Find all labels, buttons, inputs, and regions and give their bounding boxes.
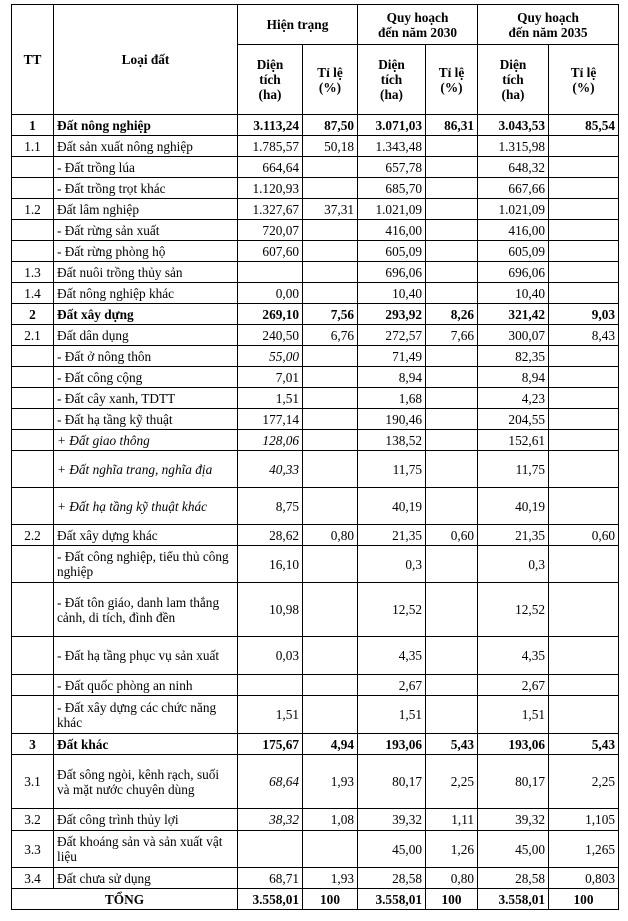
row-tt [12, 220, 54, 241]
row-area-current: 1.327,67 [238, 199, 303, 220]
row-area-current [238, 675, 303, 696]
row-pct-current: 87,50 [303, 115, 358, 136]
row-name: - Đất trồng trọt khác [54, 178, 238, 199]
table-row [12, 451, 619, 488]
row-area-2030: 40,19 [358, 488, 426, 525]
row-pct-2030: 86,31 [426, 115, 478, 136]
row-name: + Đất nghĩa trang, nghĩa địa [54, 451, 238, 488]
row-pct-2035: 1,265 [549, 831, 619, 868]
row-pct-2030 [426, 367, 478, 388]
row-pct-2030 [426, 199, 478, 220]
header-dien-tich: Diện tích (ha) [238, 45, 303, 115]
row-area-current: 10,98 [238, 583, 303, 637]
row-area-2030: 11,75 [358, 451, 426, 488]
row-tt [12, 637, 54, 675]
row-pct-2035 [549, 488, 619, 525]
row-tt [12, 430, 54, 451]
row-pct-2030 [426, 675, 478, 696]
row-area-2030: 190,46 [358, 409, 426, 430]
row-pct-current: 1,93 [303, 868, 358, 889]
row-area-current: 3.113,24 [238, 115, 303, 136]
row-area-current: 1,51 [238, 696, 303, 734]
row-pct-2030: 0,80 [426, 868, 478, 889]
row-name: - Đất hạ tầng phục vụ sản xuất [54, 637, 238, 675]
row-tt [12, 241, 54, 262]
row-area-current: 664,64 [238, 157, 303, 178]
row-pct-2030 [426, 430, 478, 451]
row-pct-current [303, 696, 358, 734]
row-area-2035: 1,51 [478, 696, 549, 734]
table-row [12, 675, 619, 696]
row-tt: 2 [12, 304, 54, 325]
row-pct-current [303, 241, 358, 262]
row-pct-current [303, 283, 358, 304]
row-pct-current [303, 831, 358, 868]
row-area-2035: 3.043,53 [478, 115, 549, 136]
row-pct-2035 [549, 675, 619, 696]
header-qh-2035-line2: đến năm 2035 [508, 24, 588, 40]
row-pct-2035 [549, 220, 619, 241]
table-row [12, 304, 619, 325]
row-area-current: 55,00 [238, 346, 303, 367]
row-pct-2030: 2,25 [426, 755, 478, 809]
row-pct-current [303, 488, 358, 525]
row-pct-current: 37,31 [303, 199, 358, 220]
row-area-2035: 1.315,98 [478, 136, 549, 157]
row-name: Đất xây dựng khác [54, 525, 238, 546]
row-pct-2035: 2,25 [549, 755, 619, 809]
row-tt [12, 546, 54, 583]
row-tt: 1.1 [12, 136, 54, 157]
row-area-current: 68,71 [238, 868, 303, 889]
row-name: - Đất hạ tầng kỹ thuật [54, 409, 238, 430]
row-name: + Đất giao thông [54, 430, 238, 451]
row-area-2030: 657,78 [358, 157, 426, 178]
row-pct-current: 50,18 [303, 136, 358, 157]
row-pct-2030: 1,26 [426, 831, 478, 868]
header-dien-tich: Diện tích (ha) [478, 45, 549, 115]
row-area-2035: 193,06 [478, 734, 549, 755]
row-area-2035: 0,3 [478, 546, 549, 583]
row-pct-2030: 7,66 [426, 325, 478, 346]
row-pct-current [303, 430, 358, 451]
row-area-2035: 605,09 [478, 241, 549, 262]
row-area-2030: 45,00 [358, 831, 426, 868]
row-area-2035: 21,35 [478, 525, 549, 546]
table-row [12, 409, 619, 430]
row-tt: 1 [12, 115, 54, 136]
row-pct-2035: 1,105 [549, 809, 619, 831]
row-area-2035: 4,23 [478, 388, 549, 409]
row-pct-2030 [426, 136, 478, 157]
table-row [12, 115, 619, 136]
row-pct-2035 [549, 136, 619, 157]
row-area-current: 720,07 [238, 220, 303, 241]
row-tt [12, 157, 54, 178]
row-area-2030: 685,70 [358, 178, 426, 199]
row-name: - Đất xây dựng các chức năng khác [54, 696, 238, 734]
row-pct-2035: 8,43 [549, 325, 619, 346]
row-area-2035: 321,42 [478, 304, 549, 325]
header-qh-2030 [358, 5, 478, 45]
row-area-2030: 3.071,03 [358, 115, 426, 136]
table-row [12, 388, 619, 409]
row-name: Đất sông ngòi, kênh rạch, suối và mặt nước chuyên dùng [54, 755, 238, 809]
row-area-current: 1.785,57 [238, 136, 303, 157]
row-tt [12, 409, 54, 430]
row-pct-current: 1,08 [303, 809, 358, 831]
table-row [12, 868, 619, 889]
row-name: Đất sản xuất nông nghiệp [54, 136, 238, 157]
row-name: Đất lâm nghiệp [54, 199, 238, 220]
row-pct-2030 [426, 220, 478, 241]
row-pct-2035: 9,03 [549, 304, 619, 325]
row-area-2035: 696,06 [478, 262, 549, 283]
total-pct-2035: 100 [549, 889, 619, 910]
total-area-2030: 3.558,01 [358, 889, 426, 910]
row-name: - Đất công nghiệp, tiểu thủ công nghiệp [54, 546, 238, 583]
row-name: Đất nuôi trồng thủy sản [54, 262, 238, 283]
header-qh-2030-line2: đến năm 2030 [377, 24, 458, 40]
row-tt: 3.3 [12, 831, 54, 868]
row-pct-2030 [426, 637, 478, 675]
row-tt [12, 346, 54, 367]
row-pct-2035 [549, 546, 619, 583]
row-name: Đất khác [54, 734, 238, 755]
row-area-2035: 152,61 [478, 430, 549, 451]
row-area-2035: 39,32 [478, 809, 549, 831]
row-pct-2035: 0,803 [549, 868, 619, 889]
total-label: TỔNG [12, 889, 238, 910]
row-pct-2030 [426, 241, 478, 262]
row-pct-current [303, 178, 358, 199]
row-name: Đất công trình thủy lợi [54, 809, 238, 831]
row-name: - Đất ở nông thôn [54, 346, 238, 367]
row-tt: 3 [12, 734, 54, 755]
row-tt [12, 488, 54, 525]
row-name: - Đất trồng lúa [54, 157, 238, 178]
table-row [12, 734, 619, 755]
row-name: - Đất rừng sản xuất [54, 220, 238, 241]
row-pct-2035 [549, 241, 619, 262]
table-row [12, 346, 619, 367]
row-area-current: 8,75 [238, 488, 303, 525]
row-area-2030: 2,67 [358, 675, 426, 696]
row-tt [12, 675, 54, 696]
row-area-2035: 4,35 [478, 637, 549, 675]
total-area-2035: 3.558,01 [478, 889, 549, 910]
row-tt [12, 583, 54, 637]
table-row [12, 755, 619, 809]
row-area-2035: 2,67 [478, 675, 549, 696]
row-pct-current [303, 409, 358, 430]
row-area-2035: 10,40 [478, 283, 549, 304]
row-pct-2035 [549, 367, 619, 388]
row-area-2030: 80,17 [358, 755, 426, 809]
row-name: Đất nông nghiệp khác [54, 283, 238, 304]
row-area-2030: 12,52 [358, 583, 426, 637]
row-tt: 2.1 [12, 325, 54, 346]
row-pct-current [303, 220, 358, 241]
row-area-2030: 696,06 [358, 262, 426, 283]
row-pct-current [303, 388, 358, 409]
table-row [12, 262, 619, 283]
row-pct-2035: 85,54 [549, 115, 619, 136]
row-pct-2030 [426, 451, 478, 488]
table-row [12, 325, 619, 346]
row-pct-2035 [549, 388, 619, 409]
row-name: Đất xây dựng [54, 304, 238, 325]
row-pct-2035 [549, 409, 619, 430]
row-area-2035: 300,07 [478, 325, 549, 346]
header-tt: TT [12, 5, 54, 115]
row-pct-current [303, 546, 358, 583]
row-name: - Đất tôn giáo, danh lam thắng cảnh, di tích, đình đền [54, 583, 238, 637]
row-area-current: 1,51 [238, 388, 303, 409]
row-pct-2030 [426, 346, 478, 367]
row-pct-2035 [549, 637, 619, 675]
total-area-current: 3.558,01 [238, 889, 303, 910]
row-area-current: 0,03 [238, 637, 303, 675]
row-pct-2035: 5,43 [549, 734, 619, 755]
row-pct-current [303, 637, 358, 675]
row-area-current: 40,33 [238, 451, 303, 488]
table-row [12, 583, 619, 637]
row-pct-current [303, 583, 358, 637]
row-area-current: 177,14 [238, 409, 303, 430]
table-row [12, 831, 619, 868]
row-area-current: 16,10 [238, 546, 303, 583]
row-area-current: 175,67 [238, 734, 303, 755]
table-row [12, 525, 619, 546]
row-name: Đất dân dụng [54, 325, 238, 346]
row-tt: 1.2 [12, 199, 54, 220]
row-name: + Đất hạ tầng kỹ thuật khác [54, 488, 238, 525]
row-pct-2035 [549, 696, 619, 734]
row-pct-2035 [549, 451, 619, 488]
row-area-2035: 28,58 [478, 868, 549, 889]
row-pct-current: 7,56 [303, 304, 358, 325]
row-area-2030: 28,58 [358, 868, 426, 889]
header-dien-tich: Diện tích (ha) [358, 45, 426, 115]
row-tt: 3.1 [12, 755, 54, 809]
table-row [12, 546, 619, 583]
row-area-current: 28,62 [238, 525, 303, 546]
row-name: Đất nông nghiệp [54, 115, 238, 136]
header-qh-2035-line1: Quy hoạch [517, 9, 579, 25]
row-pct-current [303, 675, 358, 696]
row-area-2030: 1,68 [358, 388, 426, 409]
row-area-current: 240,50 [238, 325, 303, 346]
row-pct-current: 0,80 [303, 525, 358, 546]
row-pct-2030: 8,26 [426, 304, 478, 325]
row-pct-2035 [549, 283, 619, 304]
row-area-2035: 416,00 [478, 220, 549, 241]
table-row [12, 430, 619, 451]
row-name: - Đất rừng phòng hộ [54, 241, 238, 262]
total-pct-current: 100 [303, 889, 358, 910]
row-tt: 2.2 [12, 525, 54, 546]
row-tt: 3.2 [12, 809, 54, 831]
row-area-2035: 667,66 [478, 178, 549, 199]
row-pct-2030 [426, 388, 478, 409]
row-pct-2035 [549, 199, 619, 220]
table-row [12, 157, 619, 178]
row-area-current: 38,32 [238, 809, 303, 831]
row-area-2035: 82,35 [478, 346, 549, 367]
row-area-2030: 0,3 [358, 546, 426, 583]
row-pct-2030 [426, 488, 478, 525]
row-area-2035: 11,75 [478, 451, 549, 488]
table-row [12, 696, 619, 734]
header-ti-le: Tỉ lệ (%) [426, 45, 478, 115]
row-pct-2035 [549, 262, 619, 283]
row-name: Đất chưa sử dụng [54, 868, 238, 889]
row-pct-current [303, 157, 358, 178]
row-area-2030: 39,32 [358, 809, 426, 831]
table-row [12, 809, 619, 831]
row-name: Đất khoáng sản và sản xuất vật liệu [54, 831, 238, 868]
header-hien-trang: Hiện trạng [238, 5, 358, 45]
row-area-current [238, 831, 303, 868]
row-area-2035: 8,94 [478, 367, 549, 388]
row-area-2030: 1.021,09 [358, 199, 426, 220]
row-area-current: 607,60 [238, 241, 303, 262]
header-loai-dat: Loại đất [54, 5, 238, 115]
row-area-2035: 12,52 [478, 583, 549, 637]
row-tt [12, 367, 54, 388]
row-area-2030: 138,52 [358, 430, 426, 451]
row-area-current: 68,64 [238, 755, 303, 809]
row-area-2030: 71,49 [358, 346, 426, 367]
row-area-current: 1.120,93 [238, 178, 303, 199]
row-tt [12, 178, 54, 199]
row-tt: 3.4 [12, 868, 54, 889]
row-area-2030: 293,92 [358, 304, 426, 325]
row-area-2030: 8,94 [358, 367, 426, 388]
row-area-current: 128,06 [238, 430, 303, 451]
row-pct-2030 [426, 262, 478, 283]
row-pct-current [303, 451, 358, 488]
row-pct-2035: 0,60 [549, 525, 619, 546]
row-pct-2035 [549, 430, 619, 451]
row-pct-2035 [549, 178, 619, 199]
total-pct-2030: 100 [426, 889, 478, 910]
row-pct-2030 [426, 409, 478, 430]
row-pct-2035 [549, 583, 619, 637]
table-row [12, 178, 619, 199]
row-pct-2030 [426, 696, 478, 734]
table-row [12, 241, 619, 262]
row-area-2030: 605,09 [358, 241, 426, 262]
total-row [12, 889, 619, 910]
row-area-current: 269,10 [238, 304, 303, 325]
row-name: - Đất công cộng [54, 367, 238, 388]
row-pct-current [303, 367, 358, 388]
row-pct-current [303, 346, 358, 367]
row-area-2030: 1.343,48 [358, 136, 426, 157]
row-tt [12, 388, 54, 409]
header-ti-le: Tỉ lệ (%) [303, 45, 358, 115]
header-qh-2030-line1: Quy hoạch [386, 9, 449, 25]
row-tt [12, 696, 54, 734]
table-row [12, 283, 619, 304]
row-pct-current: 6,76 [303, 325, 358, 346]
row-pct-current: 4,94 [303, 734, 358, 755]
header-ti-le: Tỉ lệ (%) [549, 45, 619, 115]
row-area-2035: 80,17 [478, 755, 549, 809]
row-pct-2035 [549, 346, 619, 367]
row-area-2035: 648,32 [478, 157, 549, 178]
row-area-2035: 1.021,09 [478, 199, 549, 220]
row-pct-current: 1,93 [303, 755, 358, 809]
row-tt: 1.4 [12, 283, 54, 304]
row-pct-2030: 0,60 [426, 525, 478, 546]
row-pct-2030 [426, 583, 478, 637]
row-tt [12, 451, 54, 488]
row-pct-2030 [426, 546, 478, 583]
row-pct-current [303, 262, 358, 283]
header-qh-2035 [478, 5, 619, 45]
row-pct-2030 [426, 157, 478, 178]
row-area-2035: 45,00 [478, 831, 549, 868]
row-area-current: 7,01 [238, 367, 303, 388]
table-row [12, 488, 619, 525]
row-area-2030: 10,40 [358, 283, 426, 304]
row-pct-2035 [549, 157, 619, 178]
row-pct-2030 [426, 283, 478, 304]
row-area-2030: 416,00 [358, 220, 426, 241]
table-row [12, 199, 619, 220]
row-area-2030: 21,35 [358, 525, 426, 546]
row-name: - Đất quốc phòng an ninh [54, 675, 238, 696]
row-pct-2030 [426, 178, 478, 199]
table-row [12, 136, 619, 157]
row-area-current: 0,00 [238, 283, 303, 304]
row-area-2035: 40,19 [478, 488, 549, 525]
row-area-current [238, 262, 303, 283]
row-area-2030: 272,57 [358, 325, 426, 346]
row-area-2030: 1,51 [358, 696, 426, 734]
row-area-2030: 4,35 [358, 637, 426, 675]
row-pct-2030: 5,43 [426, 734, 478, 755]
row-name: - Đất cây xanh, TDTT [54, 388, 238, 409]
table-row [12, 220, 619, 241]
table-row [12, 367, 619, 388]
row-area-2035: 204,55 [478, 409, 549, 430]
land-use-table [11, 4, 619, 910]
row-pct-2030: 1,11 [426, 809, 478, 831]
table-row [12, 637, 619, 675]
row-area-2030: 193,06 [358, 734, 426, 755]
row-tt: 1.3 [12, 262, 54, 283]
